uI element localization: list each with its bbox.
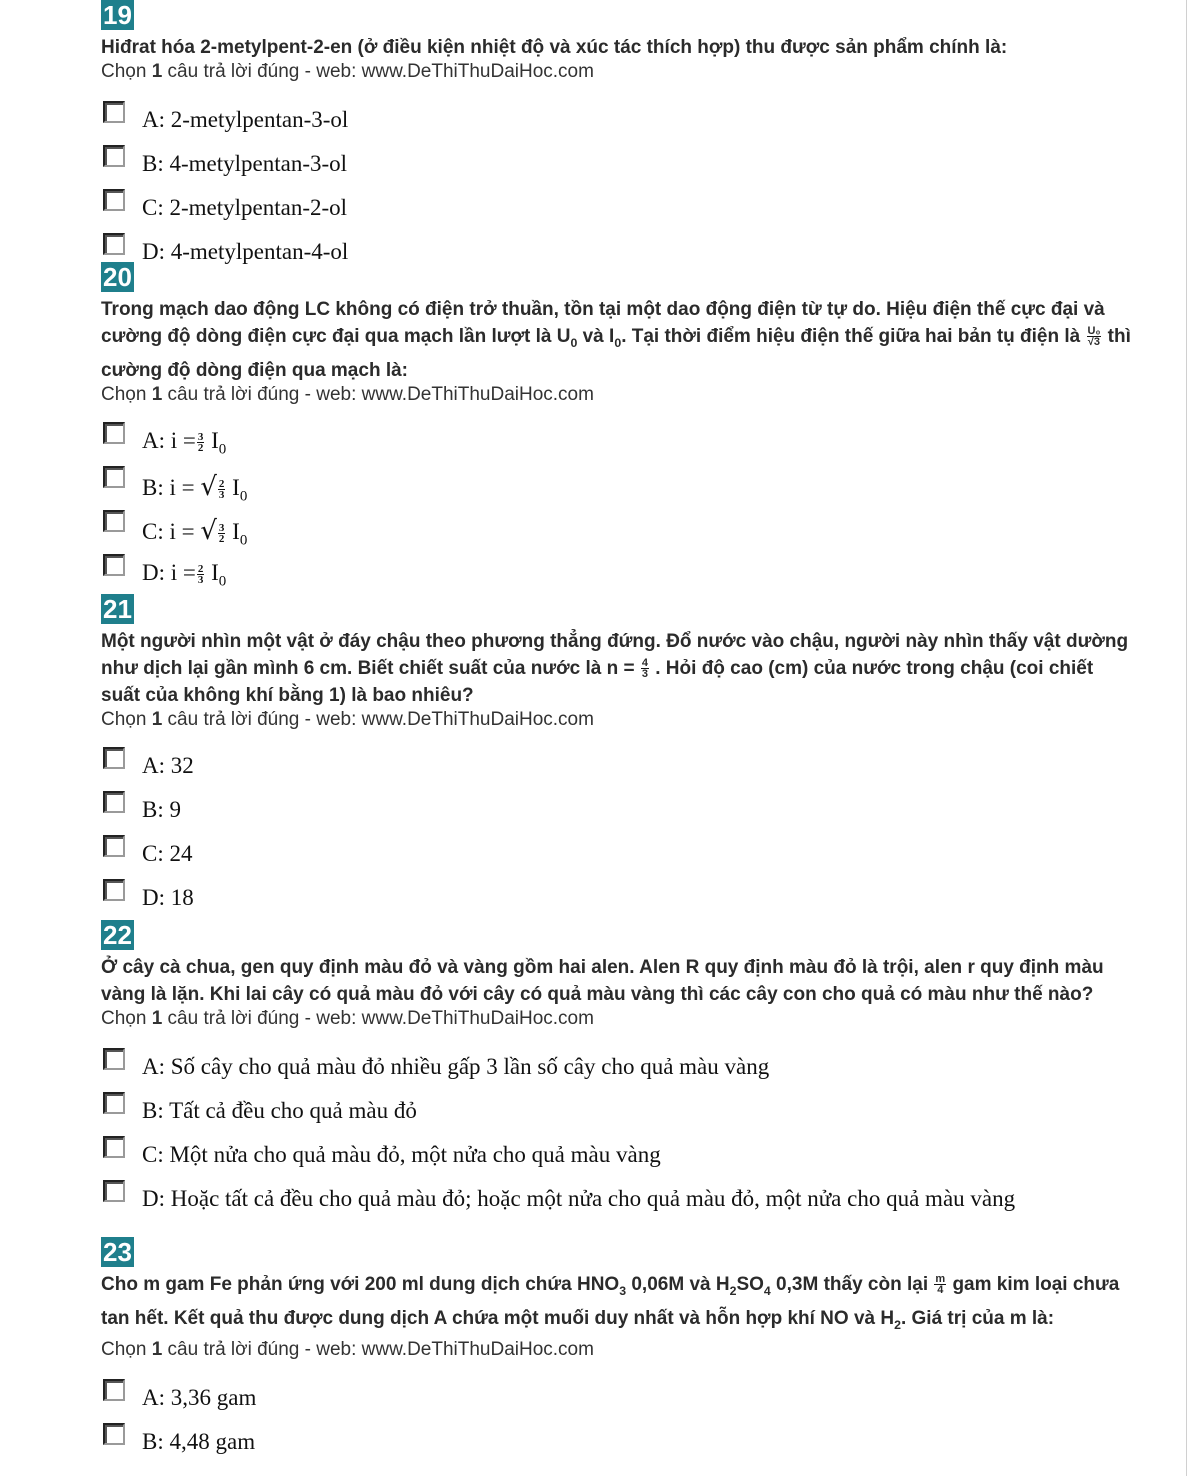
answer-option[interactable] [101,1088,1131,1132]
option-label: B: 9 [142,797,181,822]
question-number: 22 [103,920,132,950]
option-label: D: 18 [142,885,194,910]
question-text: Trong mạch dao động LC không có điện trở thuần, tồn tại một dao động điện từ tự do. Hiệu điện thế cực đại và cường độ dòng điện cực đại qua mạch lần lượt là $U_0$ và $I_0$. Tại thời điểm hiệu điện thế giữa hai bản tụ điện là $\frac{\text{U₀}}{√3}$ thì cường độ dòng điện qua mạch là: [101,299,1131,381]
answer-option[interactable] [101,743,1131,787]
option-label: B: 4-metylpentan-3-ol [142,151,348,176]
option-label: A: i = $\frac{3}{2}$ $I_0$ [142,427,227,458]
answer-option[interactable] [101,418,1131,462]
checkbox-icon[interactable] [103,747,125,769]
answer-option[interactable] [101,831,1131,875]
question-22 [101,920,1131,1220]
answer-option[interactable] [101,875,1131,919]
checkbox-icon[interactable] [103,1180,125,1202]
question-text: Hiđrat hóa 2-metylpent-2-en (ở điều kiện nhiệt độ và xúc tác thích hợp) thu được sản phẩm chính là: [101,37,1008,58]
option-label: C: 2-metylpentan-2-ol [142,195,348,220]
checkbox-icon[interactable] [103,835,125,857]
checkbox-icon[interactable] [103,145,125,167]
answer-option[interactable] [101,506,1131,550]
option-label: C: i = √ $\frac{3}{2}$ $I_0$ [142,515,248,549]
answer-option[interactable] [101,97,1131,141]
checkbox-icon[interactable] [103,879,125,901]
checkbox-icon[interactable] [103,189,125,211]
instruction-line: Chọn 1 câu trả lời đúng - web: www.DeThiThuDaiHoc.com [101,709,594,730]
question-21 [101,594,1131,919]
question-text: Một người nhìn một vật ở đáy chậu theo phương thẳng đứng. Đổ nước vào chậu, người này nhìn thấy vật dường như dịch lại gần mình 6 cm. Biết chiết suất của nước là n = $\frac{4}{3}$ . Hỏi độ cao (cm) của nước trong chậu (coi chiết suất của không khí bằng 1) là bao nhiêu? [101,631,1129,706]
question-number: 20 [103,262,132,292]
instruction-line: Chọn 1 câu trả lời đúng - web: www.DeThiThuDaiHoc.com [101,383,594,405]
question-number: 19 [103,0,132,30]
question-20 [101,262,1131,594]
option-label: C: Một nửa cho quả màu đỏ, một nửa cho quả màu vàng [142,1142,661,1167]
checkbox-icon[interactable] [103,1379,125,1401]
option-label: D: Hoặc tất cả đều cho quả màu đỏ; hoặc một nửa cho quả màu đỏ, một nửa cho quả màu vàng [142,1186,1016,1211]
question-number: 21 [103,594,132,624]
option-label: B: i = √ $\frac{2}{3}$ $I_0$ [142,471,248,505]
option-label: C: 24 [142,841,193,866]
option-label: A: 32 [142,753,194,778]
option-label: B: 4,48 gam [142,1428,256,1454]
option-label: B: Tất cả đều cho quả màu đỏ [142,1098,417,1123]
option-label: A: Số cây cho quả màu đỏ nhiều gấp 3 lần số cây cho quả màu vàng [142,1054,770,1079]
checkbox-icon[interactable] [103,1423,125,1445]
instruction-line: Chọn 1 câu trả lời đúng - web: www.DeThiThuDaiHoc.com [101,61,594,82]
option-label: A: 3,36 gam [142,1384,257,1410]
answer-option[interactable] [101,1132,1131,1176]
checkbox-icon[interactable] [103,1092,125,1114]
checkbox-icon[interactable] [103,466,125,488]
option-label: D: 4-metylpentan-4-ol [142,239,349,264]
fraction: $\frac{4}{3}$ [641,657,648,681]
answer-option[interactable] [101,1044,1131,1088]
checkbox-icon[interactable] [103,510,125,532]
question-number: 23 [103,1237,132,1267]
answer-option[interactable] [101,1176,1131,1220]
checkbox-icon[interactable] [103,554,125,576]
question-text: Cho m gam Fe phản ứng với 200 ml dung dịch chứa $HNO_3$ 0,06M và $H_2SO_4$ 0,3M thấy còn lại $\frac{m}{4}$ gam kim loại chưa tan hết. Kết quả thu được dung dịch A chứa một muối duy nhất và hỗn hợp khí NO và $H_2$. Giá trị của m là: [101,1273,1120,1332]
page-edge-line [1186,0,1187,1476]
answer-option[interactable] [101,787,1131,831]
question-19 [101,0,1131,273]
checkbox-icon[interactable] [103,1048,125,1070]
question-text: Ở cây cà chua, gen quy định màu đỏ và vàng gồm hai alen. Alen R quy định màu đỏ là trội, alen r quy định màu vàng là lặn. Khi lai cây có quả màu đỏ với cây có quả màu vàng thì các cây con cho quả có màu như thế nào? [101,957,1104,1005]
instruction-line: Chọn 1 câu trả lời đúng - web: www.DeThiThuDaiHoc.com [101,1008,594,1029]
option-label: D: i = $\frac{2}{3}$ $I_0$ [142,559,227,590]
answer-option[interactable] [101,185,1131,229]
option-label: A: 2-metylpentan-3-ol [142,107,349,132]
instruction-line: Chọn 1 câu trả lời đúng - web: www.DeThiThuDaiHoc.com [101,1338,594,1360]
fraction: $\frac{\text{U₀}}{√3}$ [1087,325,1101,349]
fraction: $\frac{m}{4}$ [935,1273,946,1297]
checkbox-icon[interactable] [103,233,125,255]
answer-option[interactable] [101,550,1131,594]
checkbox-icon[interactable] [103,791,125,813]
checkbox-icon[interactable] [103,422,125,444]
answer-option[interactable] [101,1419,1131,1463]
answer-option[interactable] [101,1375,1131,1419]
checkbox-icon[interactable] [103,101,125,123]
answer-option[interactable] [101,462,1131,506]
checkbox-icon[interactable] [103,1136,125,1158]
question-23 [101,1237,1131,1463]
answer-option[interactable] [101,141,1131,185]
